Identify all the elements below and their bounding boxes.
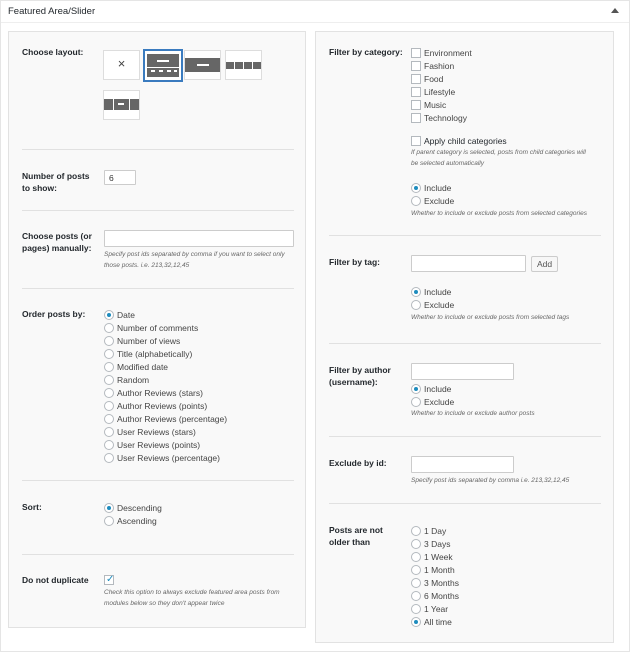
author-label-line2: (username): [329, 377, 378, 387]
layout-mark [147, 67, 179, 68]
author-mode-label: Exclude [424, 397, 455, 407]
category-mode-label: Exclude [424, 196, 455, 206]
collapse-arrow-icon[interactable] [611, 8, 619, 13]
category-option-label: Fashion [424, 61, 455, 71]
order-option-label: User Reviews (percentage) [117, 453, 220, 463]
child-categories-label: Apply child categories [424, 136, 507, 146]
layout-option-none[interactable] [103, 50, 140, 80]
order-radio-random[interactable] [104, 375, 114, 385]
tag-mode-label: Exclude [424, 300, 455, 310]
layout-grid-slider-icon [147, 54, 179, 77]
divider [329, 343, 601, 344]
layout-mark [157, 60, 169, 62]
order-radio-user-points[interactable] [104, 440, 114, 450]
author-input[interactable] [411, 363, 514, 380]
age-radio-1-day[interactable] [411, 526, 421, 536]
right-filters-panel [315, 31, 614, 643]
child-categories-checkbox[interactable] [411, 136, 421, 146]
divider [22, 480, 294, 481]
layout-mark [234, 62, 235, 69]
divider [329, 436, 601, 437]
order-option-label: Number of comments [117, 323, 199, 333]
order-option-label: User Reviews (points) [117, 440, 201, 450]
age-option-label: 1 Year [424, 604, 449, 614]
layout-option-boxed-carousel[interactable] [103, 90, 140, 120]
sort-option-label: Descending [117, 503, 162, 513]
layout-mark [167, 70, 171, 72]
metabox-title: Featured Area/Slider [8, 6, 96, 17]
order-option-label: Title (alphabetically) [117, 349, 193, 359]
order-radio-modified[interactable] [104, 362, 114, 372]
divider [22, 554, 294, 555]
age-radio-6-months[interactable] [411, 591, 421, 601]
age-option-label: 3 Months [424, 578, 459, 588]
category-option-label: Food [424, 74, 444, 84]
tag-input[interactable] [411, 255, 526, 272]
age-option-label: 3 Days [424, 539, 451, 549]
order-radio-user-percentage[interactable] [104, 453, 114, 463]
order-radio-date[interactable] [104, 310, 114, 320]
layout-mark [151, 70, 155, 72]
order-option-label: Author Reviews (stars) [117, 388, 203, 398]
divider [22, 288, 294, 289]
category-option-label: Technology [424, 113, 468, 123]
order-radio-author-percentage[interactable] [104, 414, 114, 424]
duplicate-help: Check this option to always exclude featured area posts from [104, 589, 280, 596]
layout-mark [243, 62, 244, 69]
tag-radio-include[interactable] [411, 287, 421, 297]
category-checkbox-music[interactable] [411, 100, 421, 110]
age-label: Posts are not [329, 525, 383, 535]
layout-label: Choose layout: [22, 47, 84, 57]
checkmark-icon: ✓ [106, 574, 115, 585]
age-radio-1-year[interactable] [411, 604, 421, 614]
category-checkbox-technology[interactable] [411, 113, 421, 123]
order-radio-author-points[interactable] [104, 401, 114, 411]
age-radio-1-month[interactable] [411, 565, 421, 575]
age-option-label: 1 Month [424, 565, 455, 575]
num-posts-input[interactable]: 6 [104, 170, 136, 185]
child-categories-help: If parent category is selected, posts from child categories will [411, 149, 586, 156]
order-radio-title[interactable] [104, 349, 114, 359]
author-label: Filter by author [329, 365, 391, 375]
exclude-label: Exclude by id: [329, 458, 387, 468]
category-checkbox-food[interactable] [411, 74, 421, 84]
order-radio-views[interactable] [104, 336, 114, 346]
age-radio-3-months[interactable] [411, 578, 421, 588]
layout-mark [118, 103, 124, 105]
layout-mark [174, 70, 177, 72]
age-radio-3-days[interactable] [411, 539, 421, 549]
layout-option-grid-slider[interactable] [143, 49, 183, 82]
order-label: Order posts by: [22, 309, 86, 319]
category-option-label: Lifestyle [424, 87, 456, 97]
age-label-line2: older than [329, 537, 371, 547]
order-radio-user-stars[interactable] [104, 427, 114, 437]
category-checkbox-lifestyle[interactable] [411, 87, 421, 97]
child-categories-help-line2: be selected automatically [411, 160, 484, 167]
sort-option-label: Ascending [117, 516, 157, 526]
layout-option-carousel[interactable] [225, 50, 262, 80]
tag-mode-help: Whether to include or exclude posts from selected tags [411, 314, 570, 321]
duplicate-help-line2: modules below so they don't appear twice [104, 600, 225, 607]
author-mode-help: Whether to include or exclude author posts [411, 410, 535, 417]
order-option-label: Random [117, 375, 150, 385]
order-option-label: User Reviews (stars) [117, 427, 196, 437]
category-radio-exclude[interactable] [411, 196, 421, 206]
sort-radio-descending[interactable] [104, 503, 114, 513]
manual-posts-help: Specify post ids separated by comma if you want to select only [104, 251, 285, 258]
layout-mark [252, 62, 253, 69]
category-option-label: Environment [424, 48, 472, 58]
duplicate-checkbox[interactable] [104, 575, 114, 585]
num-posts-label-line2: to show: [22, 183, 57, 193]
age-radio-all-time[interactable] [411, 617, 421, 627]
tag-mode-label: Include [424, 287, 452, 297]
age-option-label: 1 Week [424, 552, 453, 562]
author-radio-exclude[interactable] [411, 397, 421, 407]
divider [329, 235, 601, 236]
divider [22, 149, 294, 150]
category-checkbox-fashion[interactable] [411, 61, 421, 71]
left-settings-panel [8, 31, 306, 628]
sort-label: Sort: [22, 502, 42, 512]
layout-option-full-width-slider[interactable] [184, 50, 221, 80]
layout-mark [113, 99, 114, 110]
close-icon: × [117, 56, 126, 71]
age-option-label: 6 Months [424, 591, 459, 601]
exclude-help: Specify post ids separated by comma i.e. 213,32,12,45 [411, 477, 570, 484]
divider [329, 503, 601, 504]
order-option-label: Author Reviews (percentage) [117, 414, 228, 424]
order-option-label: Date [117, 310, 135, 320]
sort-radio-ascending[interactable] [104, 516, 114, 526]
order-option-label: Author Reviews (points) [117, 401, 208, 411]
metabox-header[interactable] [1, 1, 629, 23]
author-radio-include[interactable] [411, 384, 421, 394]
num-posts-label: Number of posts [22, 171, 90, 181]
age-radio-1-week[interactable] [411, 552, 421, 562]
manual-posts-input[interactable] [104, 230, 294, 247]
category-radio-include[interactable] [411, 183, 421, 193]
layout-mark [129, 99, 130, 110]
category-checkbox-environment[interactable] [411, 48, 421, 58]
order-option-label: Modified date [117, 362, 169, 372]
order-radio-comments[interactable] [104, 323, 114, 333]
category-label: Filter by category: [329, 47, 403, 57]
category-mode-label: Include [424, 183, 452, 193]
category-option-label: Music [424, 100, 447, 110]
add-tag-button[interactable]: Add [531, 256, 558, 272]
layout-mark [197, 64, 209, 66]
category-mode-help: Whether to include or exclude posts from selected categories [411, 210, 587, 217]
tag-radio-exclude[interactable] [411, 300, 421, 310]
order-option-label: Number of views [117, 336, 181, 346]
tag-label: Filter by tag: [329, 257, 381, 267]
manual-posts-label-line2: pages) manually: [22, 243, 92, 253]
divider [22, 210, 294, 211]
age-option-label: All time [424, 617, 452, 627]
order-radio-author-stars[interactable] [104, 388, 114, 398]
age-option-label: 1 Day [424, 526, 447, 536]
layout-mark [159, 70, 163, 72]
manual-posts-help-line2: those posts. i.e. 213,32,12,45 [104, 262, 190, 269]
author-mode-label: Include [424, 384, 452, 394]
manual-posts-label: Choose posts (or [22, 231, 92, 241]
duplicate-label: Do not duplicate [22, 575, 89, 585]
exclude-input[interactable] [411, 456, 514, 473]
